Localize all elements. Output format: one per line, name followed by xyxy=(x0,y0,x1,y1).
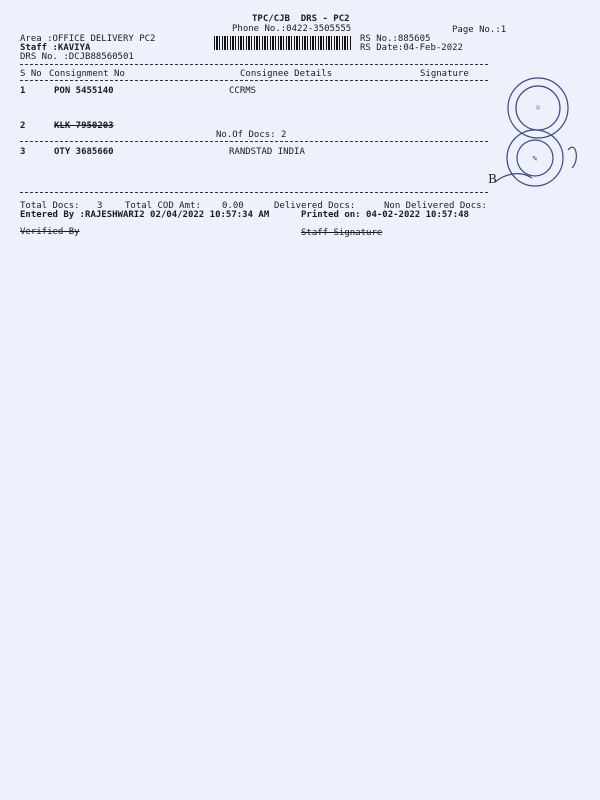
rs-number: RS No.:885605 xyxy=(360,34,431,44)
delivered-docs-label: Delivered Docs: xyxy=(274,201,356,211)
divider xyxy=(20,141,488,142)
divider xyxy=(20,64,488,65)
printed-on: Printed on: 04-02-2022 10:57:48 xyxy=(301,210,469,220)
staff-signature: Staff Signature xyxy=(301,228,383,238)
row-3-sno: 3 xyxy=(20,147,26,157)
row-3-consignee: RANDSTAD INDIA xyxy=(229,147,305,157)
svg-text:✎: ✎ xyxy=(532,155,538,163)
page-number: Page No.:1 xyxy=(452,25,507,35)
total-cod-label: Total COD Amt: xyxy=(125,201,201,211)
row-3-consignment: OTY 3685660 xyxy=(54,147,114,157)
row-1-sno: 1 xyxy=(20,86,26,96)
staff-field: Staff :KAVIYA xyxy=(20,43,91,53)
svg-text:☼: ☼ xyxy=(534,104,542,112)
col-header-consignee: Consignee Details xyxy=(240,69,333,79)
row-2-sno: 2 xyxy=(20,121,26,131)
col-header-sno: S No xyxy=(20,69,42,79)
verified-by: Verified By xyxy=(20,227,80,237)
docs-count-note: No.Of Docs: 2 xyxy=(216,130,287,140)
total-docs-value: 3 xyxy=(97,201,103,211)
non-delivered-docs-label: Non Delivered Docs: xyxy=(384,201,487,211)
total-cod-value: 0.00 xyxy=(222,201,244,211)
rs-date: RS Date:04-Feb-2022 xyxy=(360,43,463,53)
drs-number: DRS No. :DCJB88560501 xyxy=(20,52,134,62)
row-2-consignment: KLK 7950203 xyxy=(54,121,114,131)
phone-number: Phone No.:0422-3505555 xyxy=(232,24,352,34)
row-1-consignee: CCRMS xyxy=(229,86,257,96)
svg-text:B: B xyxy=(488,172,497,186)
document-title: TPC/CJB DRS - PC2 xyxy=(252,14,350,24)
col-header-consignment: Consignment No xyxy=(49,69,125,79)
col-header-signature: Signature xyxy=(420,69,469,79)
company-stamp-icon xyxy=(480,70,590,200)
divider xyxy=(20,80,488,81)
row-1-consignment: PON 5455140 xyxy=(54,86,114,96)
divider xyxy=(20,192,488,193)
entered-by: Entered By :RAJESHWARI2 02/04/2022 10:57:34 AM xyxy=(20,210,270,220)
area-field: Area :OFFICE DELIVERY PC2 xyxy=(20,34,156,44)
total-docs-label: Total Docs: xyxy=(20,201,80,211)
barcode-image xyxy=(214,36,352,50)
